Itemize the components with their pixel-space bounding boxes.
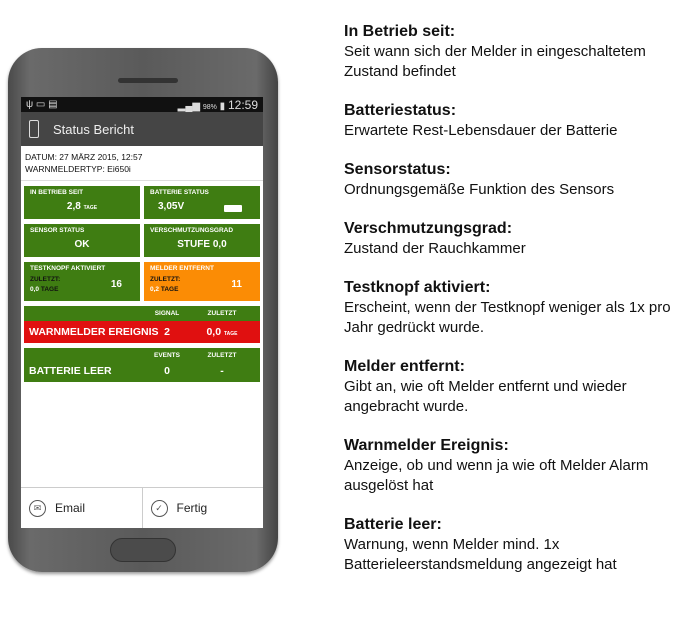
tile-batterie-leer	[24, 348, 260, 382]
home-button[interactable]	[110, 538, 176, 562]
battery-icon: ▮	[219, 100, 226, 112]
signal-value: 2	[164, 326, 170, 338]
days-unit: TAGE	[160, 286, 179, 293]
notification-icons: ψ ▭ ▤	[26, 99, 58, 110]
desc-text: Anzeige, ob und wenn ja wie oft Melder Alarm ausgelöst hat	[344, 457, 649, 494]
col-header: ZULETZT	[207, 352, 237, 359]
tile-label: TESTKNOPF AKTIVIERT	[30, 265, 106, 272]
fertig-button[interactable]	[142, 488, 264, 528]
tile-label: BATTERIE STATUS	[150, 189, 209, 196]
event-label: WARNMELDER EREIGNIS	[29, 326, 159, 338]
tile-label: VERSCHMUTZUNGSGRAD	[150, 227, 234, 234]
tile-unit: TAGE	[83, 205, 98, 211]
days-value: 0,0	[30, 286, 40, 293]
battery-percent: 98%	[202, 103, 217, 111]
desc-title: Verschmutzungsgrad:	[344, 220, 513, 237]
speaker	[118, 78, 178, 83]
tile-label: IN BETRIEB SEIT	[30, 189, 84, 196]
date-line: DATUM: 27 MÄRZ 2015, 12:57	[25, 152, 143, 162]
desc-title: Batterie leer:	[344, 516, 442, 533]
desc-text: Ordnungsgemäße Funktion des Sensors	[344, 181, 615, 198]
zuletzt-value: -	[220, 365, 224, 377]
tile-warnmelder-ereignis	[24, 306, 260, 343]
report-info	[21, 146, 263, 181]
col-header: SIGNAL	[154, 310, 180, 317]
desc-title: Melder entfernt:	[344, 358, 465, 375]
app-title: Status Bericht	[53, 121, 134, 137]
tile-value: OK	[74, 239, 90, 250]
tile-value: STUFE 0,0	[177, 239, 227, 250]
count-value: 16	[110, 279, 122, 290]
desc-text: Erscheint, wenn der Testknopf weniger als 1x pro Jahr gedrückt wurde.	[344, 299, 671, 336]
tile-in-betrieb	[24, 186, 140, 219]
tile-value: 3,05V	[158, 201, 185, 212]
phone-screen	[21, 97, 263, 528]
clock: 12:59	[227, 97, 258, 112]
desc-text: Warnung, wenn Melder mind. 1x Batterieleerstandsmeldung angezeigt hat	[344, 536, 617, 573]
desc-title: Testknopf aktiviert:	[344, 279, 491, 296]
desc-text: Erwartete Rest-Lebensdauer der Batterie	[344, 122, 618, 139]
desc-text: Gibt an, wie oft Melder entfernt und wieder angebracht wurde.	[344, 378, 627, 415]
tile-sensor-status	[24, 224, 140, 257]
tile-value: 2,8	[66, 201, 81, 212]
fertig-label: Fertig	[176, 501, 208, 515]
tile-testknopf	[24, 262, 140, 301]
tile-label: SENSOR STATUS	[30, 227, 85, 234]
phone-icon	[29, 120, 39, 138]
bottom-bar	[21, 487, 263, 528]
days-unit: TAGE	[40, 286, 59, 293]
events-value: 0	[164, 365, 170, 377]
tile-label: MELDER ENTFERNT	[150, 265, 214, 272]
zuletzt-label: ZULETZT:	[150, 276, 181, 283]
desc-title: Batteriestatus:	[344, 102, 457, 119]
desc-title: In Betrieb seit:	[344, 23, 456, 40]
days-unit: TAGE	[224, 331, 238, 337]
desc-text: Seit wann sich der Melder in eingeschaltetem Zustand befindet	[344, 43, 646, 80]
battery-full-icon	[224, 205, 242, 212]
email-label: Email	[55, 501, 86, 515]
desc-text: Zustand der Rauchkammer	[344, 240, 526, 257]
checkmark-icon: ✓	[151, 500, 168, 517]
count-value: 11	[231, 279, 242, 290]
zuletzt-value: 0,0	[206, 326, 222, 338]
event-label: BATTERIE LEER	[29, 365, 112, 377]
col-header: EVENTS	[153, 352, 180, 359]
days-value: 0,2	[150, 286, 160, 293]
detector-type: WARNMELDERTYP: Ei650i	[25, 164, 131, 174]
desc-title: Warnmelder Ereignis:	[344, 437, 509, 454]
email-button[interactable]	[21, 488, 142, 528]
col-header: ZULETZT	[207, 310, 237, 317]
envelope-icon: ✉	[29, 500, 46, 517]
zuletzt-label: ZULETZT:	[30, 276, 61, 283]
app-title-bar	[21, 112, 263, 146]
signal-icon: ▂▄▆	[177, 100, 203, 112]
desc-title: Sensorstatus:	[344, 161, 451, 178]
descriptions-panel	[344, 22, 694, 594]
tile-verschmutzungsgrad	[144, 224, 260, 257]
tile-melder-entfernt	[144, 262, 260, 301]
tile-batterie-status	[144, 186, 260, 219]
status-bar	[21, 97, 263, 112]
